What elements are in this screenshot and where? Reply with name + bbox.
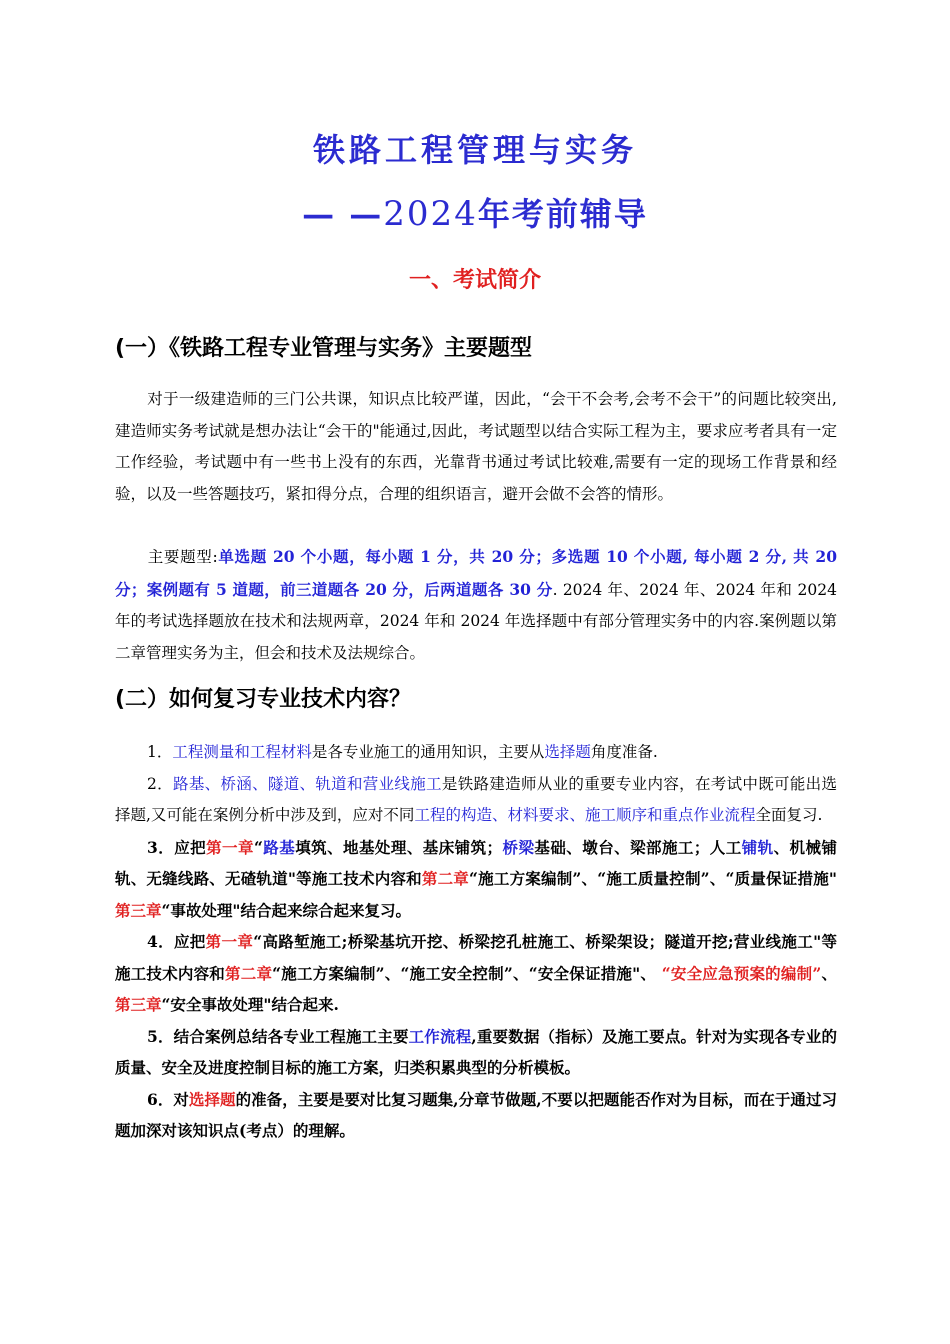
item-highlight: 工程的构造、材料要求、施工顺序和重点作业流程 bbox=[414, 806, 756, 824]
item-text: 填筑、地基处理、基床铺筑； bbox=[295, 837, 503, 857]
item-highlight: 路基、桥涵、隧道、轨道和营业线施工 bbox=[173, 774, 442, 793]
item-text: “高路堑施工;桥梁基坑开挖、桥梁挖孔桩施工、桥梁架设；隧道开挖;营业线施工"等施工技术内容和 bbox=[115, 932, 837, 983]
subtitle-dash: — — bbox=[302, 195, 384, 233]
list-item-1 bbox=[115, 737, 837, 769]
section-heading: 一、考试简介 bbox=[408, 268, 541, 293]
list-item-2 bbox=[115, 769, 837, 832]
item-number: 4． bbox=[147, 932, 174, 951]
item-text: “施工方案编制”、“施工安全控制”、“安全保证措施"、 bbox=[272, 963, 662, 983]
item-text: “ bbox=[253, 837, 263, 857]
item-number: 1． bbox=[147, 743, 173, 761]
part1-paragraph-intro bbox=[115, 384, 837, 510]
item-number: 6． bbox=[147, 1089, 174, 1109]
part2-heading: (二）如何复习专业技术内容？ bbox=[115, 687, 412, 712]
subtitle-year: 2024 bbox=[383, 194, 478, 234]
part1-paragraph-question-types bbox=[115, 541, 837, 669]
item-number: 2． bbox=[147, 774, 173, 793]
part2-list bbox=[115, 737, 837, 1147]
item-highlight-red: 第三章 bbox=[115, 900, 162, 920]
item-text: 的准备，主要是要对比复习题集,分章节做题,不要以把题能否作对为目标，而在于通过习题加深对该知识点(考点）的理解。 bbox=[115, 1089, 837, 1140]
item-text: “安全事故处理"结合起来. bbox=[161, 995, 339, 1014]
question-types-rest: . 2024 年、2024 年、2024 年和 2024 年的考试选择题放在技术和法规两章，2024 年和 2024 年选择题中有部分管理实务中的内容.案例题以第二章管理实务为主，但会和技术及法规综合。 bbox=[115, 580, 837, 662]
item-text: 是铁路建造师从业的重要专业内容，在考试中既可能出选择题,又可能在案例分析中涉及到，应对不同 bbox=[115, 774, 837, 824]
item-text: 、 bbox=[821, 963, 837, 983]
item-number: 3． bbox=[147, 837, 175, 857]
item-text: “施工方案编制”、“施工质量控制”、“质量保证措施" bbox=[469, 869, 838, 888]
item-highlight: 桥梁 bbox=[502, 837, 535, 857]
item-highlight-red: 第二章 bbox=[225, 963, 273, 983]
item-highlight: 选择题 bbox=[544, 743, 591, 761]
item-highlight: 铺轨 bbox=[741, 837, 774, 857]
item-text: 基础、墩台、梁部施工；人工 bbox=[534, 837, 742, 857]
item-highlight: 路基 bbox=[262, 837, 296, 857]
item-text: 全面复习. bbox=[755, 806, 823, 824]
list-item-6 bbox=[115, 1084, 837, 1147]
list-item-5 bbox=[115, 1021, 837, 1084]
item-text: “事故处理"结合起来综合起来复习。 bbox=[161, 900, 412, 920]
item-text: 是各专业施工的通用知识，主要从 bbox=[311, 743, 545, 761]
item-text: 、机械铺轨、无缝线路、无碴轨道"等施工技术内容和 bbox=[115, 837, 837, 888]
document-subtitle bbox=[0, 190, 950, 238]
subtitle-text: 年考前辅导 bbox=[477, 195, 648, 233]
item-highlight-red: “安全应急预案的编制” bbox=[661, 963, 822, 983]
part1-heading: (一）《铁路工程专业管理与实务》主要题型 bbox=[115, 336, 533, 361]
item-highlight-red: 第三章 bbox=[115, 995, 162, 1014]
intro-text: 对于一级建造师的三门公共课，知识点比较严谨，因此，“会干不会考,会考不会干”的问题比较突出,建造师实务考试就是想办法让“会干的"能通过,因此，考试题型以结合实际工程为主，要求应考者具有一定工作经验，考试题中有一些书上没有的东西，光靠背书通过考试比较难,需要有一定的现场工作背景和经验，以及一些答题技巧，紧扣得分点，合理的组织语言，避开会做不会答的情形。 bbox=[115, 390, 837, 503]
item-text: 结合案例总结各专业工程施工主要 bbox=[173, 1026, 409, 1046]
question-types-label: 主要题型: bbox=[147, 548, 218, 566]
document-title: 铁路工程管理与实务 bbox=[312, 131, 637, 169]
item-text: 对 bbox=[173, 1089, 189, 1109]
item-text: 应把 bbox=[173, 932, 206, 951]
item-highlight-red: 选择题 bbox=[188, 1089, 236, 1109]
item-number: 5． bbox=[147, 1026, 174, 1046]
item-text: ,重要数据（指标）及施工要点。针对为实现各专业的质量、安全及进度控制目标的施工方案，归类积累典型的分析模板。 bbox=[115, 1026, 837, 1077]
item-highlight-red: 第一章 bbox=[206, 837, 254, 857]
item-text: 角度准备. bbox=[590, 743, 658, 761]
item-highlight: 工程测量和工程材料 bbox=[172, 743, 312, 761]
item-highlight: 工作流程 bbox=[408, 1026, 472, 1046]
item-highlight-red: 第一章 bbox=[205, 932, 254, 951]
list-item-4 bbox=[115, 926, 837, 1021]
item-text: 应把 bbox=[174, 837, 207, 857]
list-item-3 bbox=[115, 832, 837, 927]
item-highlight-red: 第二章 bbox=[421, 869, 470, 888]
question-types-highlight: 单选题 20 个小题，每小题 1 分，共 20 分；多选题 10 个小题, 每小题 2 分, 共 20 分；案例题有 5 道题，前三道题各 20 分，后两道题各 30 分 bbox=[115, 547, 837, 599]
